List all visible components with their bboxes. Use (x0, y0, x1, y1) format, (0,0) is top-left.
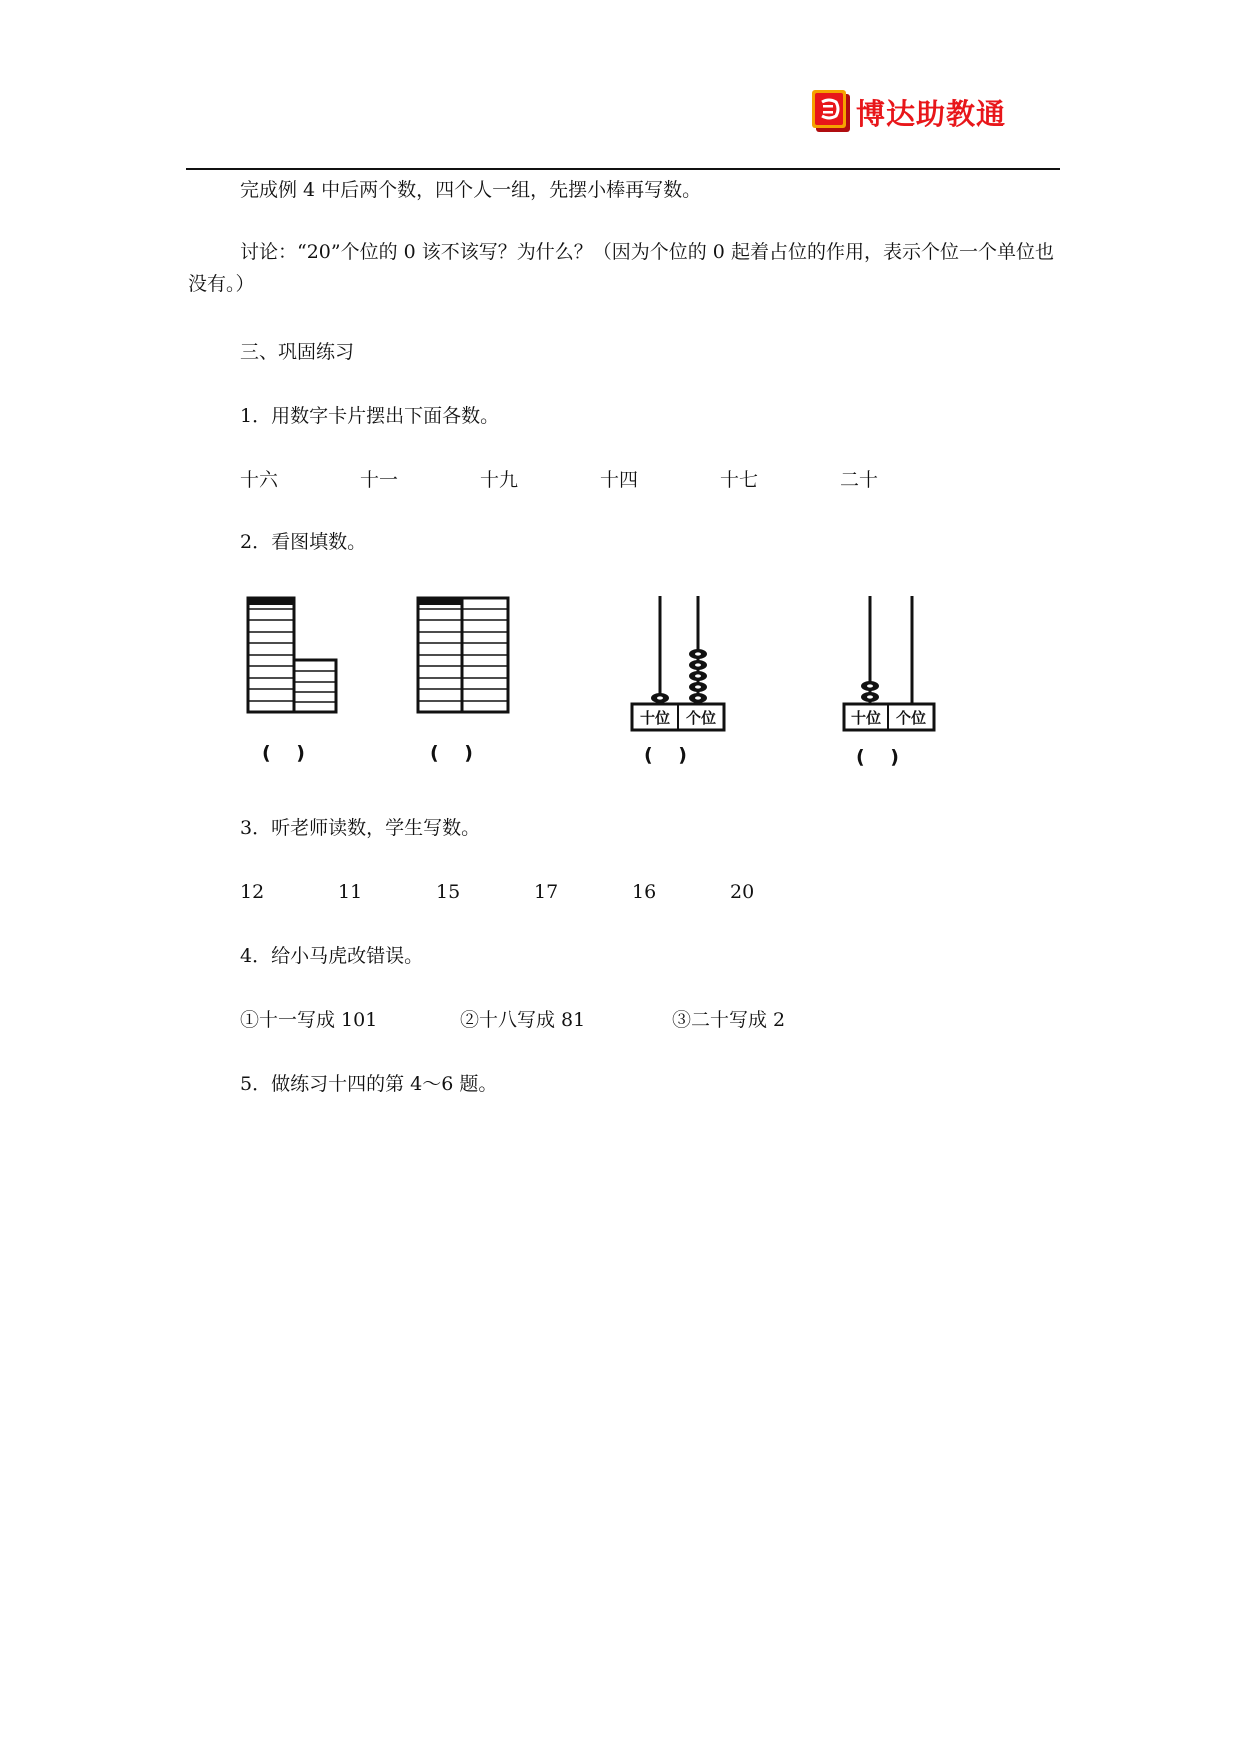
abacus1-ones-label: 个位 (685, 709, 717, 727)
q3-item: 17 (534, 881, 559, 903)
answer-blank: ( ) (856, 746, 899, 768)
q3-item: 15 (436, 881, 461, 903)
section-title: 三、巩固练习 (240, 341, 355, 363)
q1-item: 十七 (720, 469, 759, 491)
header-divider (186, 168, 1060, 170)
answer-blank: ( ) (644, 744, 687, 766)
question-4: 4．给小马虎改错误。 (240, 945, 424, 967)
q1-item: 十六 (240, 469, 279, 491)
q4-item: ②十八写成 81 (460, 1009, 586, 1031)
q1-item: 二十 (840, 469, 879, 491)
q4-item: ①十一写成 101 (240, 1009, 378, 1031)
q3-item: 11 (338, 881, 363, 903)
brand-logo (812, 88, 1006, 136)
q3-item: 16 (632, 881, 657, 903)
abacus2-tens-label: 十位 (850, 709, 882, 727)
q3-item: 12 (240, 881, 265, 903)
question-3: 3．听老师读数，学生写数。 (240, 817, 481, 839)
q4-item: ③二十写成 2 (672, 1009, 786, 1031)
q4-items (240, 1004, 840, 1036)
abacus2-ones-label: 个位 (895, 709, 927, 727)
answer-blank: ( ) (430, 742, 473, 764)
q1-item: 十四 (600, 469, 639, 491)
q1-number-words (240, 464, 940, 496)
stick-bundle-figure-1 (246, 596, 342, 720)
q3-item: 20 (730, 881, 755, 903)
stick-bundle-figure-2 (416, 596, 516, 720)
paragraph-discussion: 讨论：“20”个位的 0 该不该写？为什么？（因为个位的 0 起着占位的作用，表示个位一个单位也没有。） (188, 241, 1054, 295)
q3-numbers (240, 876, 800, 908)
question-5: 5．做练习十四的第 4～6 题。 (240, 1073, 498, 1095)
question-1: 1．用数字卡片摆出下面各数。 (240, 405, 500, 427)
question-2: 2．看图填数。 (240, 531, 367, 553)
abacus-figure-1 (630, 594, 726, 738)
q1-item: 十一 (360, 469, 399, 491)
abacus1-tens-label: 十位 (639, 709, 671, 727)
paragraph-1: 完成例 4 中后两个数，四个人一组，先摆小棒再写数。 (240, 179, 702, 201)
brand-name: 博达助教通 (856, 96, 1007, 131)
answer-blank: ( ) (262, 742, 305, 764)
q1-item: 十九 (480, 469, 519, 491)
logo-icon (812, 90, 852, 134)
abacus-figure-2 (842, 594, 938, 738)
